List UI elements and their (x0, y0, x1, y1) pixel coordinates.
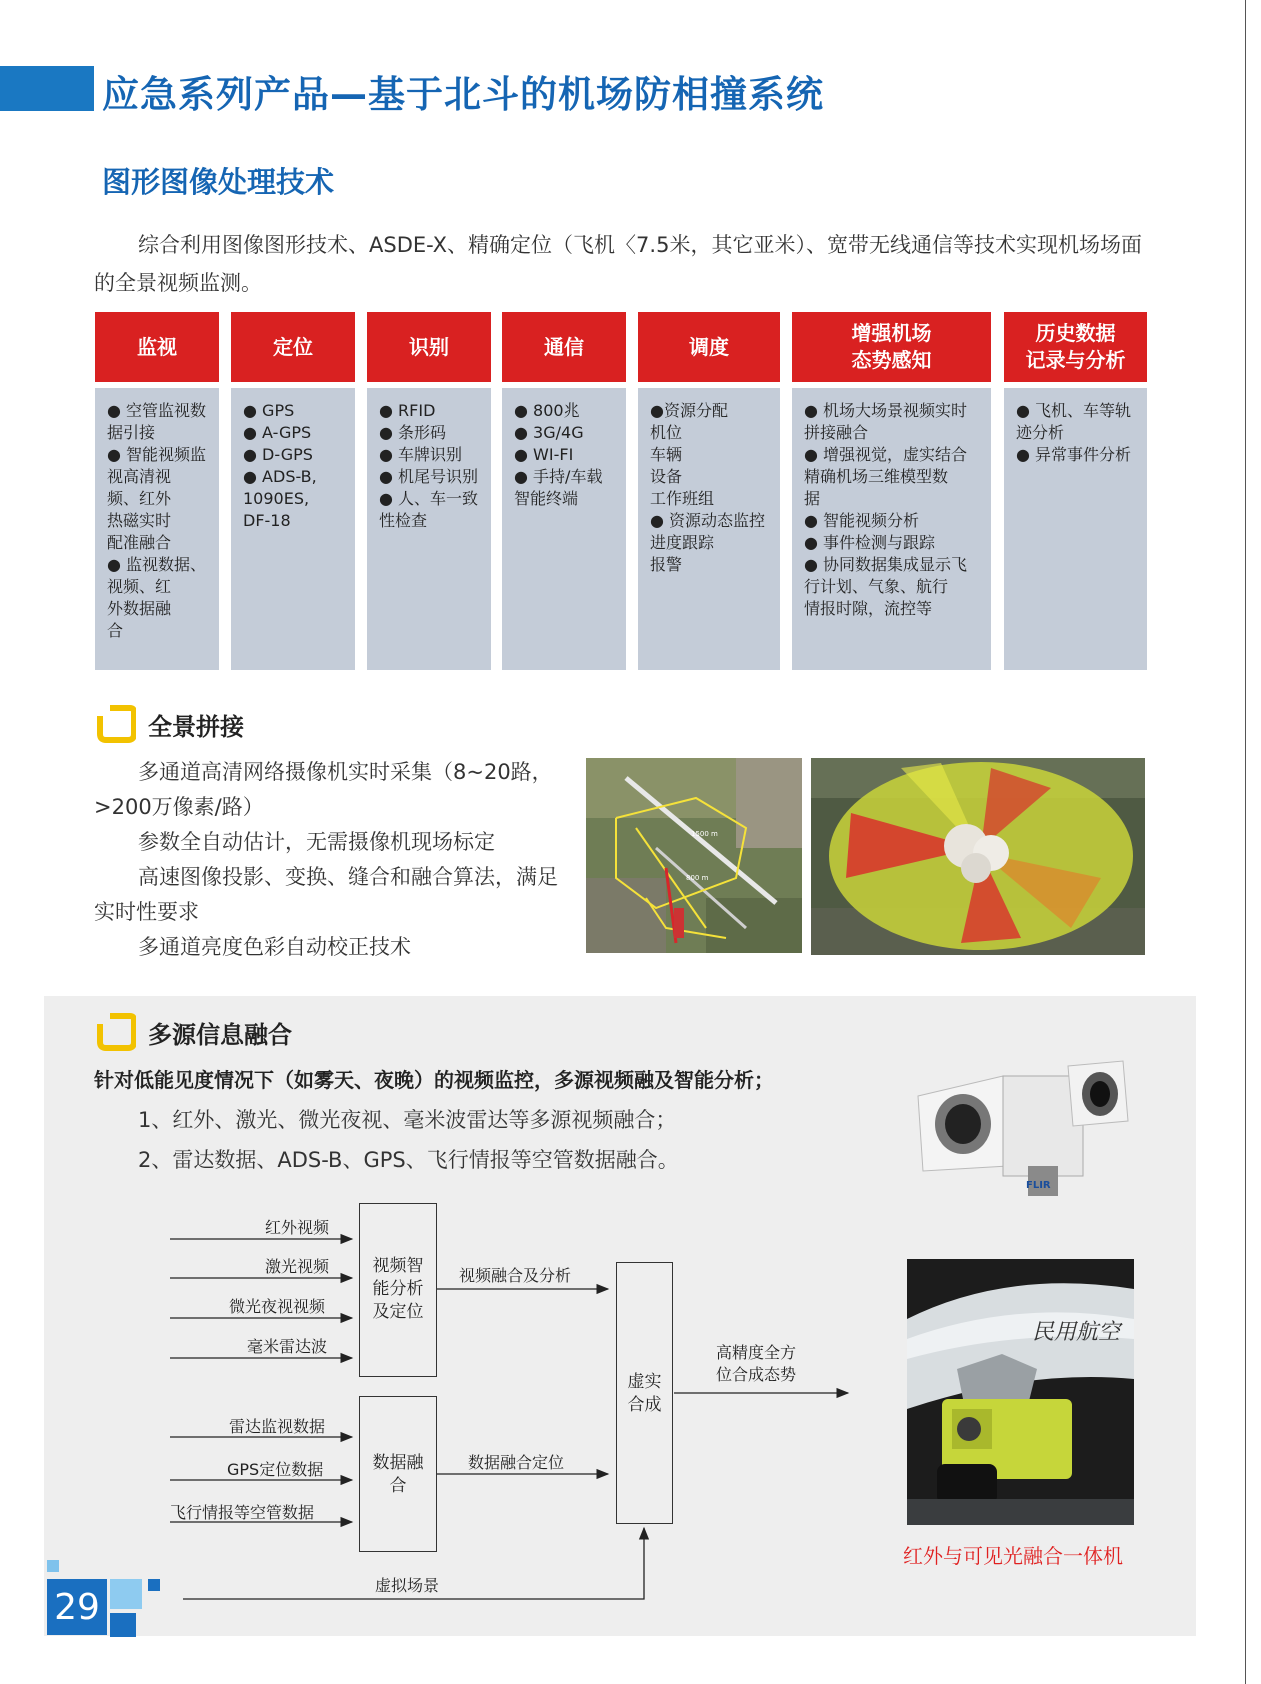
title-accent-bar (0, 66, 94, 111)
page-number: 29 (47, 1579, 107, 1635)
panorama-line: 高速图像投影、变换、缝合和融合算法，满足实时性要求 (94, 865, 558, 924)
feature-item: ● 车牌识别 (379, 445, 463, 464)
map-distance-label: 1500 m (691, 830, 718, 838)
feature-item: ● 机场大场景视频实时 拼接融合 (804, 401, 968, 442)
feature-column-header: 调度 (638, 312, 780, 382)
feature-item: ● RFID (379, 401, 436, 420)
intro-paragraph: 综合利用图像图形技术、ASDE-X、精确定位（飞机〈7.5米，其它亚米）、宽带无线通信等技术实现机场场面的全景视频监测。 (94, 233, 1142, 295)
feature-item: ● A-GPS (243, 423, 312, 442)
input-label: 毫米雷达波 (247, 1337, 328, 1356)
feature-column-body (638, 388, 780, 670)
feature-item: ● 增强视觉，虚实结合 精确机场三维模型数 据 (804, 445, 968, 508)
feature-item: ● GPS (243, 401, 295, 420)
feature-item: ● 800兆 (514, 401, 580, 420)
input-label: 微光夜视视频 (229, 1297, 326, 1316)
feature-column (638, 312, 780, 670)
deco-square (47, 1560, 59, 1572)
feature-item: ● 智能视频分析 (804, 511, 920, 530)
feature-item: ● 协同数据集成显示飞 行计划、气象、航行 情报时隙，流控等 (804, 555, 968, 618)
feature-item: ● 异常事件分析 (1016, 445, 1132, 464)
page-title: 应急系列产品—基于北斗的机场防相撞系统 (102, 73, 824, 116)
panorama-title: 全景拼接 (148, 713, 244, 741)
flir-camera-photo (908, 1056, 1132, 1200)
feature-column-header: 定位 (231, 312, 355, 382)
feature-column-body (792, 388, 991, 670)
feature-item: ● 机尾号识别 (379, 467, 479, 486)
video-analysis-box-label: 视频智 能分析 及定位 (372, 1256, 424, 1322)
map-distance-label: 800 m (686, 874, 709, 882)
synthesis-box-label: 虚实 合成 (627, 1372, 662, 1415)
feature-item: ● 监视数据、 视频、红 外数据融 合 (107, 555, 207, 640)
input-label: 红外视频 (265, 1218, 330, 1237)
aircraft-fuselage-text: 民用航空 (1032, 1320, 1121, 1345)
feature-column-body (502, 388, 626, 670)
feature-column (367, 312, 491, 670)
feature-column-body (231, 388, 355, 670)
feature-column-body (95, 388, 219, 670)
panorama-line: 多通道亮度色彩自动校正技术 (138, 935, 411, 959)
feature-column (1004, 312, 1147, 670)
panorama-text (94, 755, 564, 965)
feature-column-header: 通信 (502, 312, 626, 382)
camera-brand-label: FLIR (1026, 1180, 1051, 1191)
camera-coverage-photo (811, 758, 1145, 955)
input-label: 飞行情报等空管数据 (170, 1503, 315, 1522)
feature-item: ● WI-FI (514, 445, 574, 464)
feature-item: ● D-GPS (243, 445, 313, 464)
feature-item: ● 事件检测与跟踪 (804, 533, 936, 552)
feature-item: ● 人、车一致 性检查 (379, 489, 479, 530)
feature-item: ● 条形码 (379, 423, 447, 442)
feature-item: ● 3G/4G (514, 423, 584, 442)
input-label: 雷达监视数据 (229, 1417, 326, 1436)
deco-square (110, 1613, 136, 1637)
feature-column (502, 312, 626, 670)
feature-column-body (1004, 388, 1147, 670)
fusion-item: 2、雷达数据、ADS-B、GPS、飞行情报等空管数据融合。 (138, 1148, 679, 1172)
fusion-lead: 针对低能见度情况下（如雾天、夜晚）的视频监控，多源视频融及智能分析； (94, 1068, 774, 1092)
feature-column (792, 312, 991, 670)
feature-column-header: 历史数据 记录与分析 (1004, 312, 1147, 382)
final-output-label: 高精度全方 位合成态势 (716, 1343, 797, 1384)
feature-item: ● 手持/车载 智能终端 (514, 467, 603, 508)
fused-camera-photo (907, 1259, 1134, 1525)
input-label: 激光视频 (265, 1257, 330, 1276)
data-fusion-box-label: 数据融 合 (372, 1453, 424, 1496)
input-label: GPS定位数据 (227, 1460, 324, 1479)
feature-column (95, 312, 219, 670)
panorama-section-icon (96, 704, 136, 744)
data-out-label: 数据融合定位 (468, 1453, 565, 1472)
fusion-title: 多源信息融合 (148, 1021, 292, 1049)
deco-square (110, 1579, 142, 1609)
feature-column-header: 监视 (95, 312, 219, 382)
feature-column-header: 识别 (367, 312, 491, 382)
feature-item: ● 智能视频监 视高清视 频、红外 热磁实时 配准融合 (107, 445, 207, 552)
feature-column-body (367, 388, 491, 670)
feature-column (231, 312, 355, 670)
feature-item: ● ADS-B, 1090ES, DF-18 (243, 467, 317, 530)
airport-aerial-photo (586, 758, 802, 953)
virtual-scene-label: 虚拟场景 (375, 1576, 440, 1595)
feature-item: ●资源分配 机位 车辆 设备 工作班组 (650, 401, 728, 508)
fusion-item: 1、红外、激光、微光夜视、毫米波雷达等多源视频融合； (138, 1108, 677, 1132)
fused-camera-caption: 红外与可见光融合一体机 (903, 1544, 1123, 1568)
panorama-line: 参数全自动估计，无需摄像机现场标定 (138, 830, 495, 854)
fusion-section-icon (96, 1012, 136, 1052)
panorama-line: 多通道高清网络摄像机实时采集（8~20路，>200万像素/路） (94, 760, 553, 819)
feature-column-header: 增强机场 态势感知 (792, 312, 991, 382)
feature-item: ● 资源动态监控 进度跟踪 报警 (650, 511, 766, 574)
feature-item: ● 飞机、车等轨 迹分析 (1016, 401, 1132, 442)
video-out-label: 视频融合及分析 (459, 1266, 572, 1285)
section-title: 图形图像处理技术 (102, 165, 335, 199)
deco-square (148, 1579, 160, 1591)
feature-item: ● 空管监视数 据引接 (107, 401, 207, 442)
